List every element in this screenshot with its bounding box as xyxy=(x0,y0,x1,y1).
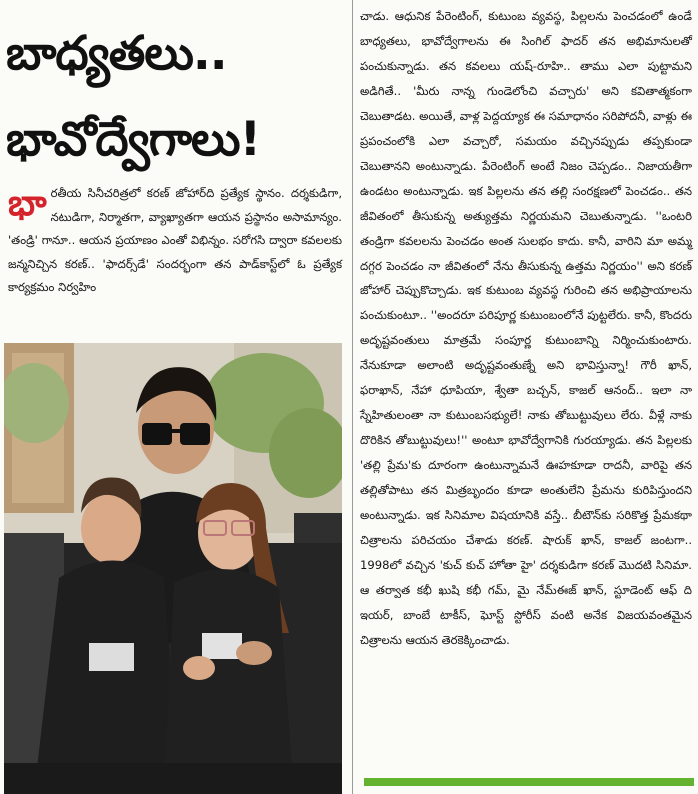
headline-line-2: భావోద్వేగాలు! xyxy=(6,112,261,167)
intro-paragraph xyxy=(8,182,342,300)
drop-cap: భా xyxy=(8,183,47,224)
family-photo xyxy=(4,343,342,794)
right-column xyxy=(360,4,692,653)
column-divider xyxy=(352,0,353,794)
headline-line-1: బాధ్యతలు.. xyxy=(6,26,227,81)
article-body: చాడు. ఆధునిక పేరెంటింగ్‌, కుటుంబ వ్యవస్థ, పిల్లలను పెంచడంలో ఉండే బాధ్యతలు, భావోద్వేగాలను ఈ సింగిల్‌ ఫాదర్‌ తన అభిమానులతో పంచుకున్నాడు. తన కవలలు యష్‌-రూహి.. తాము ఎలా పుట్టామని అడిగితే.. 'మీరు నాన్న గుండెలోంచి వచ్చారు' అని కవితాత్మకంగా చెబుతాడట. అయితే, వాళ్ల పెద్దయ్యాక ఈ సమాధానం సరిపోదనీ, వాళ్లు ఈ ప్రపంచంలోకి ఎలా వచ్చారో, సమయం వచ్చినప్పుడు తప్పకుండా చెబుతానని అంటున్నాడు. పేరెంటింగ్‌ అంటే నిజం చెప్పడం.. నిజాయతీగా ఉండటం అంటున్నాడు. ఇక పిల్లలను తన తల్లి సంరక్షణలో పెంచడం.. తన జీవితంలో తీసుకున్న అత్యుత్తమ నిర్ణయమని చెబుతున్నాడు. ''ఒంటరి తండ్రిగా కవలలను పెంచడం అంత సులభం కాదు. కానీ, వారిని మా అమ్మ దగ్గర పెంచడం నా జీవితంలో నేను తీసుకున్న ఉత్తమ నిర్ణయం'' అని కరణ్‌ జోహార్‌ చెప్పుకొచ్చాడు. ఇక కుటుంబ వ్యవస్థ గురించి తన అభిప్రాయాలను పంచుకుంటూ.. ''అందరూ పరిపూర్ణ కుటుంబంలోనే పుట్టలేరు. కానీ, కొందరు అదృష్టవంతులు మాత్రమే సంపూర్ణ కుటుంబాన్ని నిర్మించుకుంటారు. నేనుకూడా అలాంటి అదృష్టవంతుణ్నే అని భావిస్తున్నా! గౌరీ ఖాన్‌, ఫరాఖాన్‌, నేహా ధూపియా, శ్వేతా బచ్చన్‌, కాజల్‌ ఆనంద్‌.. ఇలా నా స్నేహితులంతా నా కుటుంబసభ్యులే! నాకు తోబుట్టువులు లేరు. వీళ్లే నాకు దొరికిన తోబుట్టువులు!'' అంటూ భావోద్వేగానికి గురయ్యాడు. తన పిల్లలకు 'తల్లి ప్రేమ'కు దూరంగా ఉంటున్నామనే ఊహకూడా రాదనీ, వారిపై తన తల్లితోపాటు తన మిత్రబృందం కూడా అంతులేని ప్రేమను కురిపిస్తుందని అంటున్నాడు. ఇక సినిమాల విషయానికి వస్తే.. బీటౌన్‌కు సరికొత్త ప్రేమకథా చిత్రాలను పరిచయం చేశాడు కరణ్‌. షారుక్‌ ఖాన్‌, కాజల్‌ జంటగా.. 1998లో వచ్చిన 'కుచ్‌ కుచ్‌ హోతా హై' దర్శకుడిగా కరణ్‌ మొదటి సినిమా. ఆ తర్వాత కభీ ఖుషి కభీ గమ్‌, మై నేమ్‌ఈజ్‌ ఖాన్‌, స్టూడెంట్‌ ఆఫ్‌ ది ఇయర్‌, బాంబే టాకీస్‌, ఘోస్ట్‌ స్టోరీస్‌ వంటి అనేక విజయవంతమైన చిత్రాలను ఆయన తెరకెక్కించాడు. xyxy=(360,9,692,647)
intro-text: రతీయ సినీచరిత్రలో కరణ్‌ జోహార్‌ది ప్రత్యేక స్థానం. దర్శకుడిగా, నటుడిగా, నిర్మాతగా, వ్యాఖ్యాతగా ఆయన ప్రస్థానం అసామాన్యం. 'తండ్రి' గానూ.. ఆయన ప్రయాణం ఎంతో విభిన్నం. సరోగసి ద్వారా కవలలకు జన్మనిచ్చిన కరణ్‌.. 'ఫాదర్స్‌డే' సందర్భంగా తన పాడ్‌కాస్ట్‌లో ఓ ప్రత్యేక కార్యక్రమం నిర్వహిం xyxy=(8,186,342,295)
accent-bar xyxy=(364,778,694,786)
